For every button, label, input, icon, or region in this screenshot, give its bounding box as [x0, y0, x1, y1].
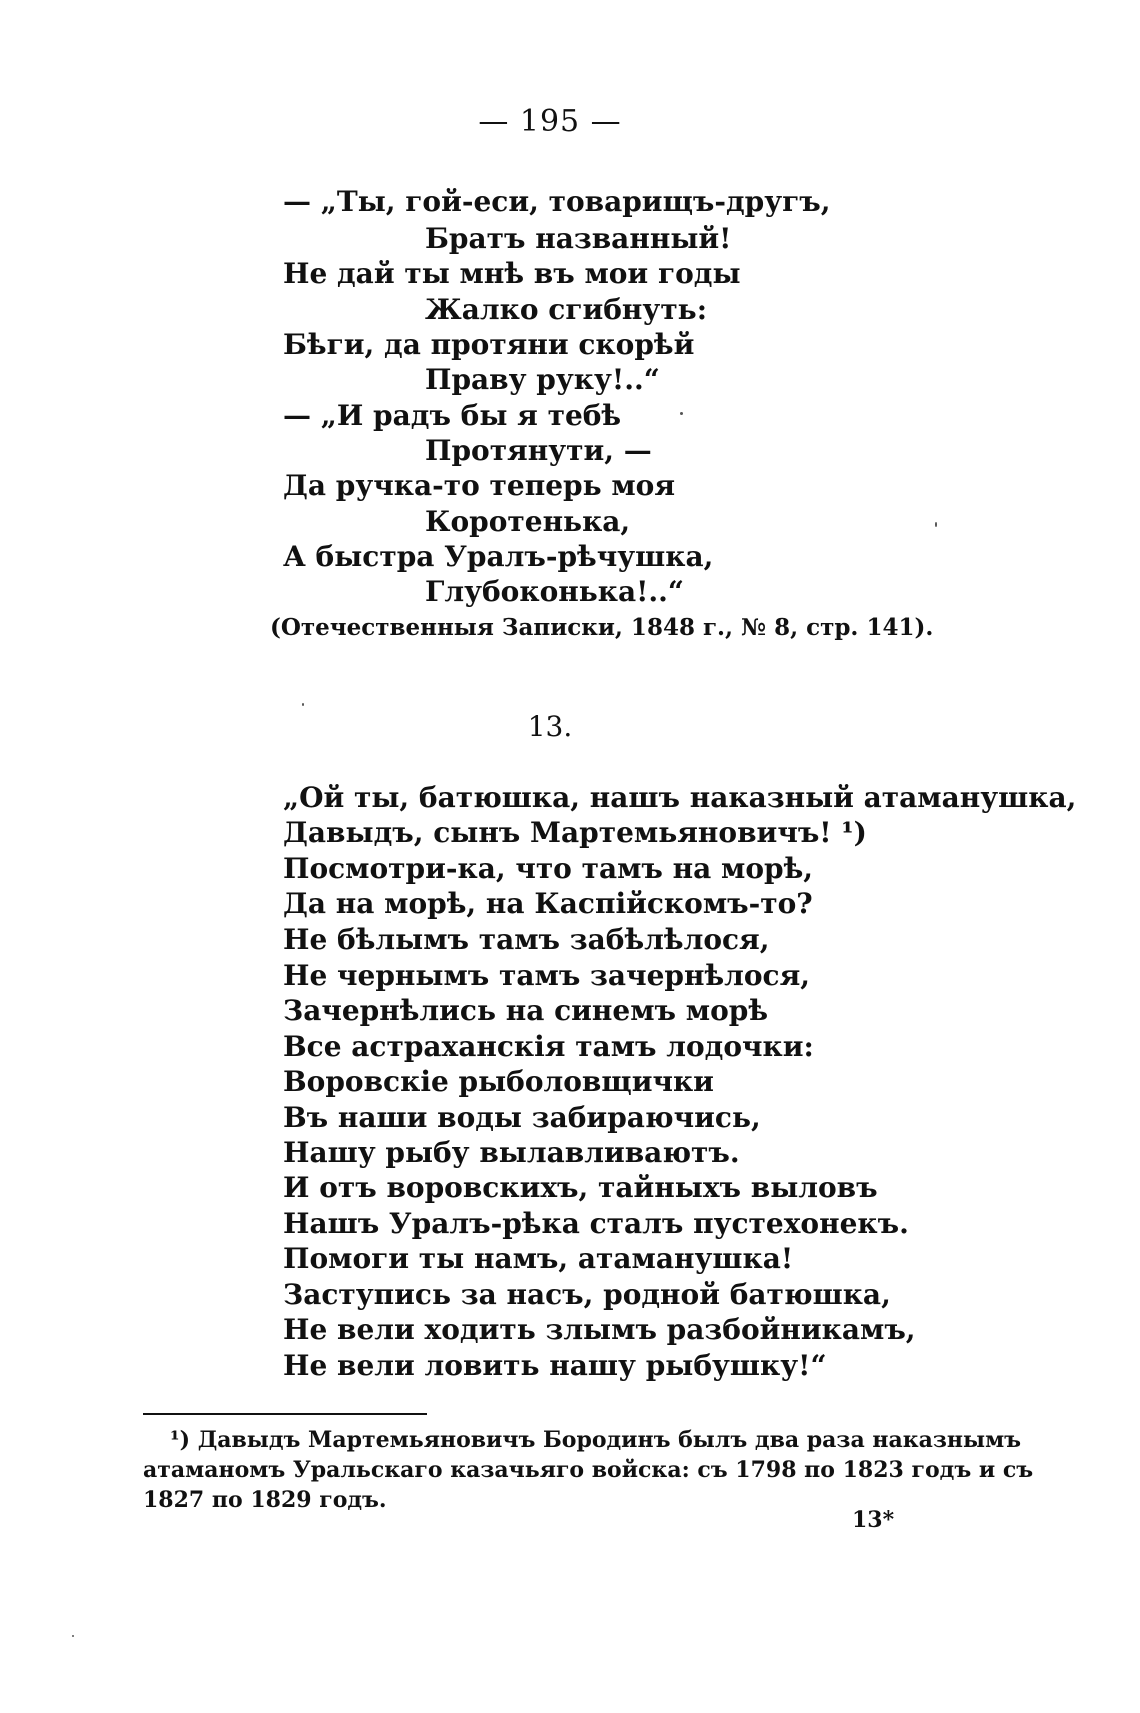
verse-line: Заступись за насъ, родной батюшка,	[283, 1278, 891, 1311]
verse-line: Не бѣлымъ тамъ забѣлѣлося,	[283, 923, 770, 956]
source-citation: (Отечественныя Записки, 1848 г., № 8, стр. 141).	[270, 614, 934, 641]
signature-mark: 13*	[852, 1507, 895, 1533]
verse-line: Да на морѣ, на Каспійскомъ-то?	[283, 887, 813, 920]
page-number: — 195 —	[478, 104, 622, 139]
verse-line: Да ручка-то теперь моя	[283, 469, 676, 502]
verse-line: Протянути, —	[425, 434, 652, 467]
footnote-line: атаманомъ Уральскаго казачьяго войска: съ 1798 по 1823 годъ и съ	[143, 1457, 1034, 1483]
verse-line: Не чернымъ тамъ зачернѣлося,	[283, 959, 811, 992]
verse-line: Жалко сгибнуть:	[425, 293, 708, 326]
verse-line: Не вели ловить нашу рыбушку!“	[283, 1349, 827, 1382]
verse-line: Давыдъ, сынъ Мартемьяновичъ! ¹)	[283, 816, 867, 849]
print-speck	[72, 1635, 74, 1637]
verse-line: — „И радъ бы я тебѣ	[283, 399, 622, 432]
verse-line: Помоги ты намъ, атаманушка!	[283, 1242, 794, 1275]
verse-line: Воровскіе рыболовщички	[283, 1065, 714, 1098]
verse-line: Зачернѣлись на синемъ морѣ	[283, 994, 769, 1027]
print-speck	[680, 412, 683, 415]
verse-line: — „Ты, гой-еси, товарищъ-другъ,	[283, 185, 831, 218]
verse-line: Нашъ Уралъ-рѣка сталъ пустехонекъ.	[283, 1207, 909, 1240]
verse-line: Глубоконька!..“	[425, 575, 684, 608]
verse-line: „Ой ты, батюшка, нашъ наказный атаманушка,	[283, 781, 1077, 814]
verse-line: Не вели ходить злымъ разбойникамъ,	[283, 1313, 916, 1346]
verse-line: Посмотри-ка, что тамъ на морѣ,	[283, 852, 814, 885]
verse-line: Братъ названный!	[425, 222, 732, 255]
verse-line: Коротенька,	[425, 505, 631, 538]
verse-line: Праву руку!..“	[425, 363, 660, 396]
footnote-line: 1827 по 1829 годъ.	[143, 1487, 387, 1513]
verse-line: Все астраханскія тамъ лодочки:	[283, 1030, 814, 1063]
verse-line: Нашу рыбу вылавливаютъ.	[283, 1136, 740, 1169]
verse-line: И отъ воровскихъ, тайныхъ выловъ	[283, 1171, 878, 1204]
verse-line: Не дай ты мнѣ въ мои годы	[283, 257, 741, 290]
footnote-divider	[143, 1413, 427, 1415]
verse-line: А быстра Уралъ-рѣчушка,	[283, 540, 714, 573]
section-number: 13.	[527, 710, 573, 743]
print-speck	[302, 703, 304, 706]
verse-line: Въ наши воды забираючись,	[283, 1101, 761, 1134]
footnote-line: ¹) Давыдъ Мартемьяновичъ Бородинъ былъ два раза наказнымъ	[170, 1427, 1022, 1453]
verse-line: Бѣги, да протяни скорѣй	[283, 328, 695, 361]
print-speck	[935, 522, 937, 527]
